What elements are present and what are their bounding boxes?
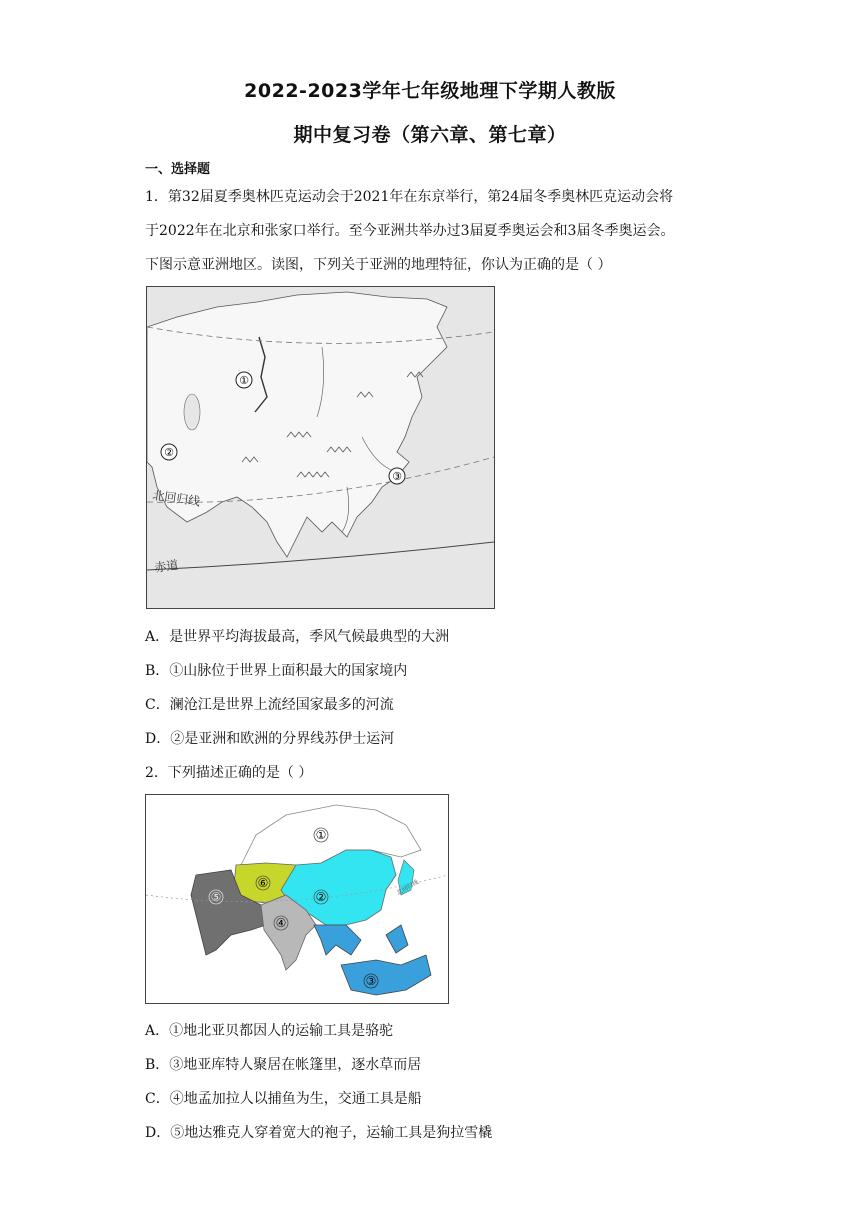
equator-label: 赤道 [153,557,180,575]
section-heading: 一、选择题 [145,162,211,177]
q1-stem-line-3: 下图示意亚洲地区。读图，下列关于亚洲的地理特征，你认为正确的是（ ） [145,257,612,273]
marker-1-label: ① [239,374,249,387]
tropic-label: 北回归线 [151,488,202,509]
region-3-label: ③ [365,974,377,988]
asia-regions-map [145,794,449,1004]
q1-option-d[interactable]: D．②是亚洲和欧洲的分界线苏伊士运河 [145,731,395,747]
q1-stem-line-1: 1．第32届夏季奥林匹克运动会于2021年在东京举行，第24届冬季奥林匹克运动会将 [145,189,674,205]
marker-2-label: ② [164,446,174,459]
q2-stem: 2．下列描述正确的是（ ） [145,765,313,781]
q1-option-a[interactable]: A．是世界平均海拔最高，季风气候最典型的大洲 [145,629,450,645]
q1-stem-line-2: 于2022年在北京和张家口举行。至今亚洲共举办过3届夏季奥运会和3届冬季奥运会。 [145,223,675,239]
marker-1 [236,372,252,388]
region-2-label: ② [315,890,327,904]
title-line-1: 2022-2023学年七年级地理下学期人教版 [244,80,616,102]
q2-option-b[interactable]: B．③地亚库特人聚居在帐篷里，逐水草而居 [145,1057,422,1073]
region-4-label: ④ [275,916,287,930]
q2-option-d[interactable]: D．⑤地达雅克人穿着宽大的袍子，运输工具是狗拉雪橇 [145,1125,493,1141]
q2-option-a[interactable]: A．①地北亚贝都因人的运输工具是骆驼 [145,1023,394,1039]
marker-3-label: ③ [392,470,402,483]
marker-3 [389,468,405,484]
region-5-label: ⑤ [210,890,222,904]
q2-option-c[interactable]: C．④地孟加拉人以捕鱼为生，交通工具是船 [145,1091,422,1107]
q1-option-c[interactable]: C．澜沧江是世界上流经国家最多的河流 [145,697,394,713]
q2-tropic-label: 北回归线 [395,878,420,897]
asia-relief-map [146,286,495,609]
marker-2 [161,444,177,460]
region-6-label: ⑥ [257,876,269,890]
title-line-2: 期中复习卷（第六章、第七章） [293,124,567,146]
q1-option-b[interactable]: B．①山脉位于世界上面积最大的国家境内 [145,663,408,679]
region-1-label: ① [315,828,327,842]
